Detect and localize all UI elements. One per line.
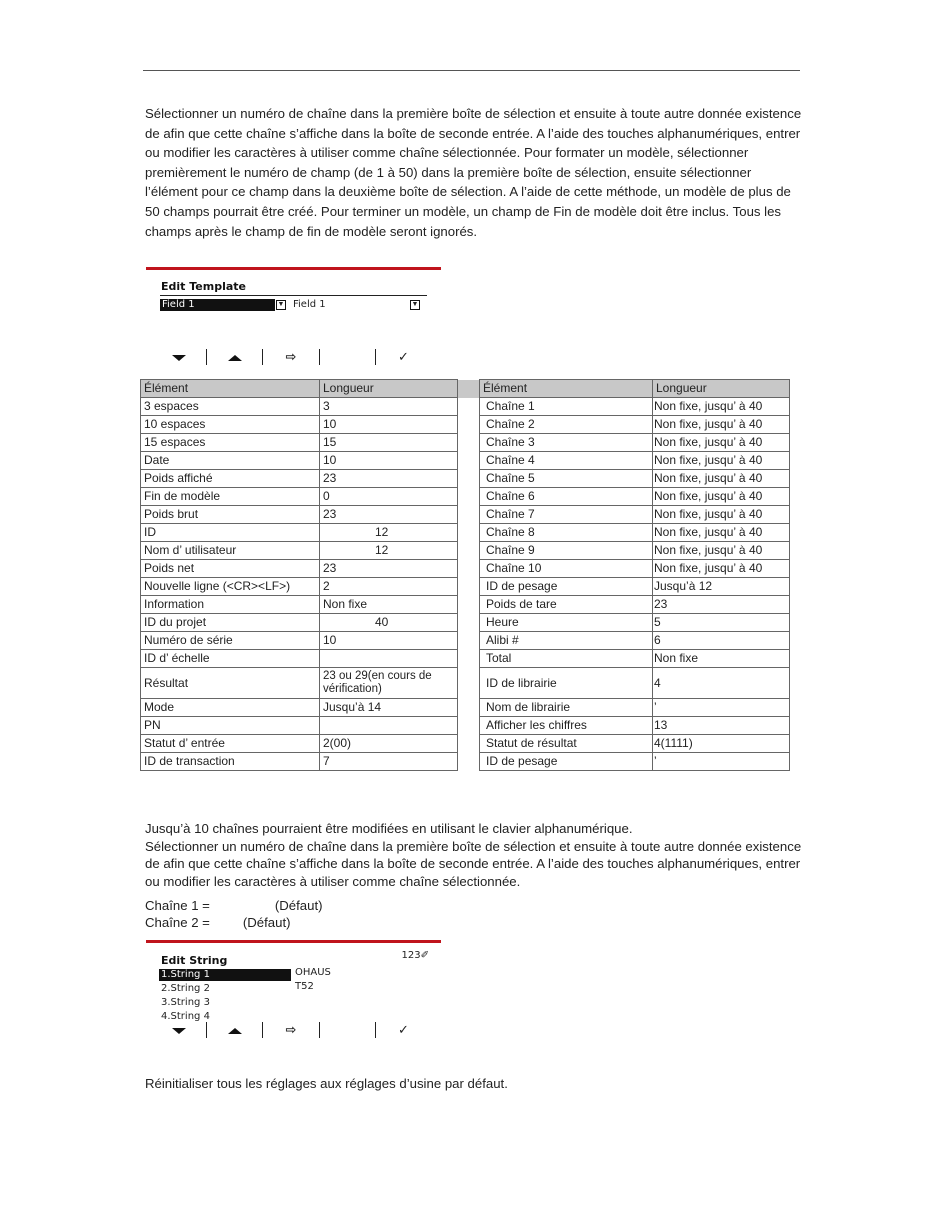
element-cell: ID de pesage [480,578,653,596]
exit-button[interactable] [262,349,318,365]
table-row [141,668,790,699]
up-arrow-icon [228,1028,242,1034]
element-cell: Total [480,650,653,668]
table-gap [458,632,480,650]
exit-button[interactable] [262,1022,318,1038]
table-gap [458,578,480,596]
string-list-item[interactable]: 2.String 2 [161,983,210,994]
title-underline [160,295,427,296]
table-gap [458,506,480,524]
length-cell: 15 [320,434,458,452]
input-mode-indicator: 123✐ [401,950,429,961]
length-cell: Non fixe, jusqu’ à 40 [653,398,790,416]
table-gap [458,488,480,506]
default-strings [145,897,323,931]
string-value[interactable]: OHAUS [295,967,331,978]
length-cell: Jusqu’à 14 [320,699,458,717]
element-cell: ID de librairie [480,668,653,699]
down-arrow-icon [172,355,186,361]
element-cell: Poids brut [141,506,320,524]
strings-instructions [145,820,815,890]
table-row [141,452,790,470]
element-cell: Poids net [141,560,320,578]
element-cell: 10 espaces [141,416,320,434]
header-rule [143,70,800,71]
element-cell: Chaîne 10 [480,560,653,578]
length-cell: ’ [653,753,790,771]
column-header: Longueur [320,380,458,398]
column-header: Élément [480,380,653,398]
length-cell: 7 [320,753,458,771]
length-cell: 12 [320,542,458,560]
check-icon: ✓ [397,1023,409,1038]
exit-icon: ⇨ [285,350,297,365]
length-cell [320,717,458,735]
up-arrow-button[interactable] [206,349,262,365]
element-cell: Chaîne 7 [480,506,653,524]
string-default: (Défaut) [274,898,323,913]
length-cell: 10 [320,416,458,434]
confirm-button[interactable] [375,1022,431,1038]
strings-details: Sélectionner un numéro de chaîne dans la première boîte de sélection et ensuite à toute autre donnée existence de afin que cette chaîne s’affiche dans la boîte de seconde entrée. A l’aide des touches alphanumériques, entrer ou modifier les caractères à utiliser comme chaîne sélectionnée. [145,838,802,889]
chevron-down-icon[interactable]: ▼ [277,301,285,308]
down-arrow-button[interactable] [151,349,206,365]
up-arrow-icon [228,355,242,361]
confirm-button[interactable] [375,349,431,365]
element-cell: Chaîne 2 [480,416,653,434]
element-cell: Poids affiché [141,470,320,488]
blank-softkey[interactable] [319,349,375,365]
chevron-down-icon[interactable]: ▼ [411,301,419,308]
length-cell: Jusqu’à 12 [653,578,790,596]
length-cell: Non fixe, jusqu’ à 40 [653,524,790,542]
table-row [141,542,790,560]
length-cell: Non fixe, jusqu’ à 40 [653,416,790,434]
column-header: Élément [141,380,320,398]
length-cell: 23 [320,470,458,488]
length-cell: 2(00) [320,735,458,753]
field-item-select[interactable]: Field 1 [293,299,326,310]
length-cell: Non fixe [320,596,458,614]
table-gap [458,470,480,488]
table-row [141,650,790,668]
length-cell: Non fixe [653,650,790,668]
length-cell: Non fixe, jusqu’ à 40 [653,470,790,488]
table-gap [458,596,480,614]
down-arrow-button[interactable] [151,1022,206,1038]
element-cell: Heure [480,614,653,632]
element-cell: Chaîne 5 [480,470,653,488]
length-cell: Non fixe, jusqu’ à 40 [653,488,790,506]
element-cell: Chaîne 8 [480,524,653,542]
exit-icon: ⇨ [285,1023,297,1038]
edit-template-screen [146,267,441,365]
length-cell: 5 [653,614,790,632]
element-cell: PN [141,717,320,735]
template-items-table [140,379,790,771]
table-gap [458,668,480,699]
table-gap [458,380,480,398]
table-gap [458,524,480,542]
string-label: Chaîne 1 = [145,898,210,913]
length-cell: 10 [320,632,458,650]
table-row [141,416,790,434]
up-arrow-button[interactable] [206,1022,262,1038]
screen-top-bar [146,940,441,943]
down-arrow-icon [172,1028,186,1034]
blank-softkey[interactable] [319,1022,375,1038]
element-cell: 3 espaces [141,398,320,416]
default-string-2 [145,914,323,931]
screen-title: Edit Template [161,280,246,293]
softkey-bar [151,1022,431,1038]
element-cell: Alibi # [480,632,653,650]
table-gap [458,614,480,632]
default-string-1 [145,897,323,914]
length-cell: 23 [320,560,458,578]
length-cell: 4 [653,668,790,699]
element-cell: Statut de résultat [480,735,653,753]
table-row [141,524,790,542]
length-cell: 6 [653,632,790,650]
strings-intro: Jusqu’à 10 chaînes pourraient être modifiées en utilisant le clavier alphanumérique. [145,821,633,836]
length-cell: 10 [320,452,458,470]
table-header-row [141,380,790,398]
element-cell: Poids de tare [480,596,653,614]
table-gap [458,753,480,771]
element-cell: Résultat [141,668,320,699]
table-gap [458,398,480,416]
element-cell: ID du projet [141,614,320,632]
table-row [141,614,790,632]
element-cell: Chaîne 3 [480,434,653,452]
screen-title: Edit String [161,954,228,967]
element-cell: Statut d’ entrée [141,735,320,753]
table-row [141,753,790,771]
element-cell: Fin de modèle [141,488,320,506]
table-row [141,699,790,717]
template-instructions: Sélectionner un numéro de chaîne dans la première boîte de sélection et ensuite à toute autre donnée existence de afin que cette chaîne s’affiche dans la boîte de seconde entrée. A l’aide des touches alphanumériques, entrer ou modifier les caractères à utiliser comme chaîne sélectionnée. Pour formater un modèle, sélectionner premièrement le numéro de champ (de 1 à 50) dans la première boîte de sélection, ensuite sélectionner l’élément pour ce champ dans la deuxième boîte de sélection. A l’aide de cette méthode, un modèle de plus de 50 champs pourrait être créé. Pour terminer un modèle, un champ de Fin de modèle doit être inclus. Tous les champs après le champ de fin de modèle seront ignorés. [145,106,802,239]
element-cell: Chaîne 9 [480,542,653,560]
length-cell: Non fixe, jusqu’ à 40 [653,506,790,524]
string-list-item[interactable]: 3.String 3 [161,997,210,1008]
length-cell: Non fixe, jusqu’ à 40 [653,560,790,578]
softkey-bar [151,349,431,365]
table-gap [458,699,480,717]
table-gap [458,717,480,735]
table-row [141,735,790,753]
string-label: Chaîne 2 = [145,915,210,930]
table-gap [458,452,480,470]
length-cell: ’ [653,699,790,717]
table-row [141,434,790,452]
element-cell: Numéro de série [141,632,320,650]
length-cell: 4(1111) [653,735,790,753]
length-cell: 2 [320,578,458,596]
reset-description: Réinitialiser tous les réglages aux réglages d’usine par défaut. [145,1076,508,1091]
length-cell: 40 [320,614,458,632]
table-gap [458,434,480,452]
element-cell: Chaîne 6 [480,488,653,506]
element-cell: Nom de librairie [480,699,653,717]
table-row [141,398,790,416]
length-cell: Non fixe, jusqu’ à 40 [653,434,790,452]
string-value[interactable]: T52 [295,981,314,992]
table-gap [458,650,480,668]
element-cell: ID [141,524,320,542]
table-row [141,717,790,735]
element-cell: Chaîne 1 [480,398,653,416]
table-row [141,632,790,650]
length-cell: 0 [320,488,458,506]
string-list-item[interactable]: 4.String 4 [161,1011,210,1022]
length-cell: 23 [320,506,458,524]
element-cell: ID de pesage [480,753,653,771]
element-cell: Mode [141,699,320,717]
edit-string-screen [146,940,441,1038]
screen-top-bar [146,267,441,270]
element-cell: Chaîne 4 [480,452,653,470]
element-cell: Nouvelle ligne (<CR><LF>) [141,578,320,596]
element-cell: 15 espaces [141,434,320,452]
table-row [141,578,790,596]
length-cell: Non fixe, jusqu’ à 40 [653,452,790,470]
field-number-select[interactable]: Field 1 [160,299,275,311]
column-header: Longueur [653,380,790,398]
length-cell: Non fixe, jusqu’ à 40 [653,542,790,560]
table-row [141,506,790,524]
element-cell: Nom d’ utilisateur [141,542,320,560]
table-row [141,560,790,578]
table-gap [458,542,480,560]
length-cell: 13 [653,717,790,735]
element-cell: Information [141,596,320,614]
table-row [141,596,790,614]
element-cell: ID d’ échelle [141,650,320,668]
table-gap [458,735,480,753]
string-default: (Défaut) [242,915,291,930]
length-cell: 3 [320,398,458,416]
length-cell: 23 ou 29(en cours de vérification) [320,668,458,699]
table-row [141,488,790,506]
element-cell: ID de transaction [141,753,320,771]
length-cell: 12 [320,524,458,542]
length-cell: 23 [653,596,790,614]
element-cell: Afficher les chiffres [480,717,653,735]
table-row [141,470,790,488]
element-cell: Date [141,452,320,470]
table-gap [458,560,480,578]
check-icon: ✓ [397,350,409,365]
table-gap [458,416,480,434]
string-list-item[interactable]: 1.String 1 [159,969,291,981]
length-cell [320,650,458,668]
